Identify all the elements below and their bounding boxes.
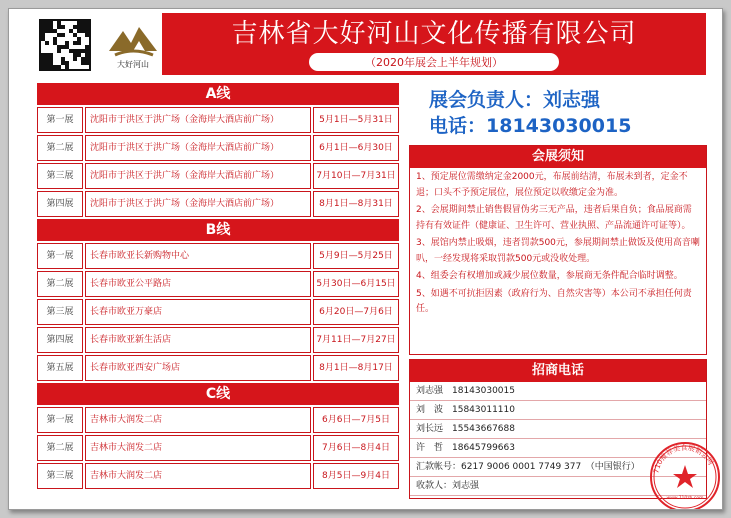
- row-number: 第二展: [37, 135, 83, 161]
- svg-text:www.710zh.com: www.710zh.com: [666, 496, 704, 501]
- table-row: [37, 163, 399, 189]
- table-row: [37, 191, 399, 217]
- row-date: 5月9日—5月25日: [313, 243, 399, 269]
- row-venue: 长春市欧亚长新购物中心: [85, 243, 311, 269]
- table-row: [37, 299, 399, 325]
- table-row: [37, 407, 399, 433]
- row-date: 8月1日—8月31日: [313, 191, 399, 217]
- contact-line: 刘长远 15543667688: [410, 420, 706, 439]
- row-number: 第三展: [37, 463, 83, 489]
- contact-line: 许 哲 18645799663: [410, 439, 706, 458]
- exhibition-notes: [409, 145, 707, 355]
- logo-text: 大好河山: [117, 60, 149, 69]
- flyer: [8, 8, 723, 510]
- contact-line: 刘志强 18143030015: [410, 382, 706, 401]
- table-row: [37, 271, 399, 297]
- table-row: [37, 107, 399, 133]
- row-number: 第三展: [37, 163, 83, 189]
- table-row: [37, 243, 399, 269]
- row-date: 7月11日—7月27日: [313, 327, 399, 353]
- row-venue: 沈阳市于洪区于洪广场（金海岸大酒店前广场）: [85, 107, 311, 133]
- row-date: 5月30日—6月15日: [313, 271, 399, 297]
- row-date: 8月5日—9月4日: [313, 463, 399, 489]
- contact-line: 汇款帐号：6217 9006 0001 7749 377 （中国银行）: [410, 458, 706, 477]
- note-item: 3、展馆内禁止吸烟，违者罚款500元，参展期间禁止做饭及使用高音喇叭，一经发现将采取罚款500元或没收处理。: [416, 238, 700, 264]
- table-row: [37, 327, 399, 353]
- row-number: 第二展: [37, 435, 83, 461]
- manager-name: 展会负责人：刘志强: [429, 89, 601, 111]
- table-row: [37, 135, 399, 161]
- row-number: 第五展: [37, 355, 83, 381]
- row-venue: 沈阳市于洪区于洪广场（金海岸大酒店前广场）: [85, 191, 311, 217]
- row-number: 第二展: [37, 271, 83, 297]
- row-number: 第三展: [37, 299, 83, 325]
- note-item: 5、如遇不可抗拒因素（政府行为、自然灾害等）本公司不承担任何责任。: [416, 288, 692, 314]
- row-venue: 长春市欧亚西安广场店: [85, 355, 311, 381]
- row-date: 8月1日—8月17日: [313, 355, 399, 381]
- row-venue: 吉林市大润发二店: [85, 463, 311, 489]
- plan-subtitle: （2020年展会上半年规划）: [309, 53, 559, 71]
- contacts-title: 招商电话: [410, 360, 706, 382]
- exhibition-schedule: [37, 83, 399, 491]
- line-c-header: C线: [37, 383, 399, 405]
- row-number: 第一展: [37, 107, 83, 133]
- row-number: 第四展: [37, 327, 83, 353]
- row-number: 第四展: [37, 191, 83, 217]
- qr-code-icon: [39, 19, 91, 71]
- row-venue: 长春市欧亚万豪店: [85, 299, 311, 325]
- row-venue: 沈阳市于洪区于洪广场（金海岸大酒店前广场）: [85, 135, 311, 161]
- manager-phone: 电话：18143030015: [429, 115, 632, 137]
- row-number: 第一展: [37, 407, 83, 433]
- note-item: 1、预定展位需缴纳定金2000元，布展前结清，布展未到者，定金不退；口头不予预定展位，展位预定以收缴定金为准。: [416, 172, 688, 198]
- manager-contact: [429, 87, 631, 139]
- svg-text:710推荐美食展销会网: 710推荐美食展销会网: [652, 443, 715, 475]
- note-item: 2、会展期间禁止销售假冒伪劣三无产品，违者后果自负；食品展商需持有有效证件（健康证、卫生许可、营业执照、产品流通许可证等）。: [416, 205, 692, 231]
- title-banner: [162, 13, 706, 75]
- contact-line: 收款人：刘志强: [410, 477, 706, 496]
- row-date: 6月6日—7月5日: [313, 407, 399, 433]
- table-row: [37, 435, 399, 461]
- row-number: 第一展: [37, 243, 83, 269]
- note-item: 4、组委会有权增加或减少展位数量，参展商无条件配合临时调整。: [416, 271, 683, 281]
- notes-title: 会展须知: [410, 146, 706, 168]
- row-venue: 吉林市大润发二店: [85, 407, 311, 433]
- table-row: [37, 355, 399, 381]
- row-date: 6月1日—6月30日: [313, 135, 399, 161]
- row-date: 7月6日—8月4日: [313, 435, 399, 461]
- row-venue: 长春市欧亚新生活店: [85, 327, 311, 353]
- seal-stamp-icon: [649, 441, 721, 510]
- table-row: [37, 463, 399, 489]
- line-a-header: A线: [37, 83, 399, 105]
- row-date: 7月10日—7月31日: [313, 163, 399, 189]
- row-venue: 长春市欧亚公平路店: [85, 271, 311, 297]
- row-date: 6月20日—7月6日: [313, 299, 399, 325]
- contact-line: 刘 波 15843011110: [410, 401, 706, 420]
- line-b-header: B线: [37, 219, 399, 241]
- row-venue: 吉林市大润发二店: [85, 435, 311, 461]
- row-date: 5月1日—5月31日: [313, 107, 399, 133]
- row-venue: 沈阳市于洪区于洪广场（金海岸大酒店前广场）: [85, 163, 311, 189]
- company-name: 吉林省大好河山文化传播有限公司: [231, 19, 637, 49]
